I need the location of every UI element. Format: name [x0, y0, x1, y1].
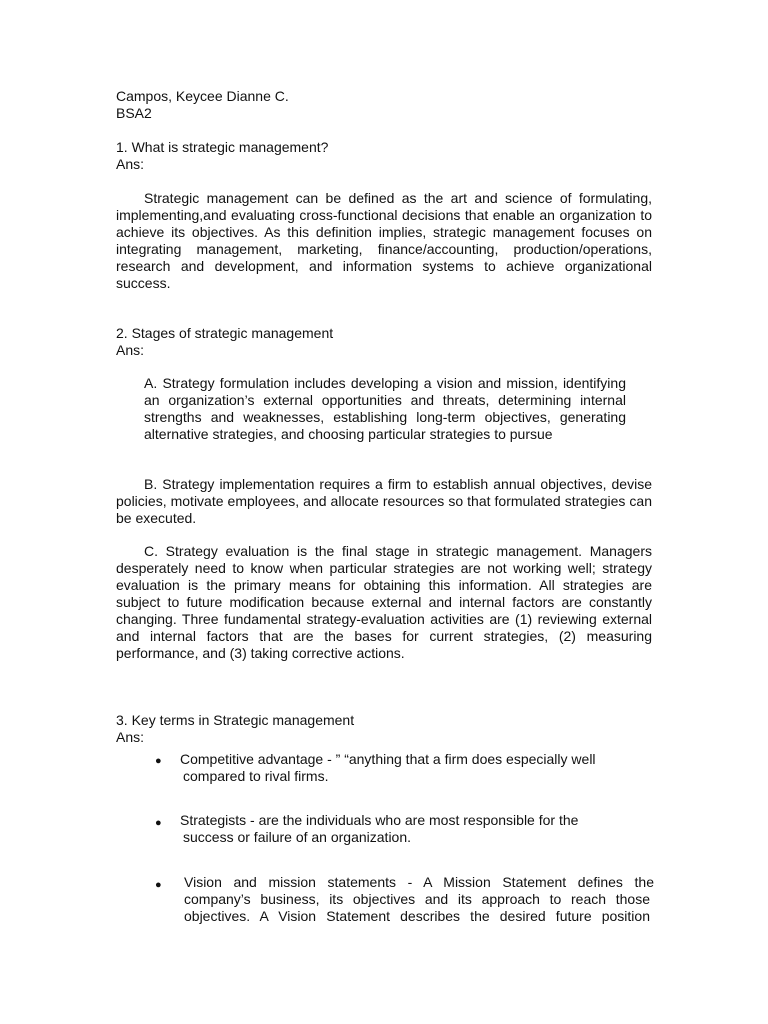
key-term-competitive-advantage [180, 751, 650, 785]
key-term-line: company’s business, its objectives and its approach to reach those objectives. A Vision Statement describes the desired future position [184, 891, 650, 924]
stage-b-paragraph: B. Strategy implementation requires a firm to establish annual objectives, devise policies, motivate employees, and allocate resources so that formulated strategies can be executed. [116, 476, 652, 526]
key-term-line: Competitive advantage - ” “anything that a firm does especially well [180, 751, 596, 767]
key-term-strategists [180, 812, 650, 846]
stage-c-paragraph: C. Strategy evaluation is the final stage in strategic management. Managers desperately need to know when particular strategies are not working well; strategy evaluation is the primary means for obtaining this information. All strategies are subject to future modification because external and internal factors are constantly changing. Three fundamental strategy-evaluation activities are (1) reviewing external and internal factors that are the bases for current strategies, (2) measuring performance, and (3) taking corrective actions. [116, 543, 652, 661]
question-2: 2. Stages of strategic management [116, 325, 334, 341]
bullet-icon: ● [155, 817, 162, 829]
course-code: BSA2 [116, 105, 152, 121]
stage-a-paragraph: A. Strategy formulation includes developing a vision and mission, identifying an organization’s external opportunities and threats, determining internal strengths and weaknesses, establishing long-term objectives, generating alternative strategies, and choosing particular strategies to pursue [144, 375, 626, 442]
answer-label-2: Ans: [116, 342, 145, 358]
answer-label-1: Ans: [116, 156, 145, 172]
key-term-line: compared to rival firms. [183, 768, 329, 784]
key-term-line: success or failure of an organization. [183, 829, 412, 845]
question-1: 1. What is strategic management? [116, 139, 329, 155]
answer-1-paragraph: Strategic management can be defined as the art and science of formulating, implementing,and evaluating cross-functional decisions that enable an organization to achieve its objectives. As this definition implies, strategic management focuses on integrating management, marketing, finance/accounting, production/operations, research and development, and information systems to achieve organizational success. [116, 190, 652, 291]
student-name: Campos, Keycee Dianne C. [116, 88, 289, 104]
key-term-line: Vision and mission statements - A Mission Statement defines the [184, 874, 654, 890]
question-3: 3. Key terms in Strategic management [116, 712, 355, 728]
key-term-line: Strategists - are the individuals who are most responsible for the [180, 812, 579, 828]
answer-label-3: Ans: [116, 729, 145, 745]
bullet-icon: ● [155, 755, 162, 767]
bullet-icon: ● [155, 879, 162, 891]
key-term-vision-mission [184, 874, 654, 925]
